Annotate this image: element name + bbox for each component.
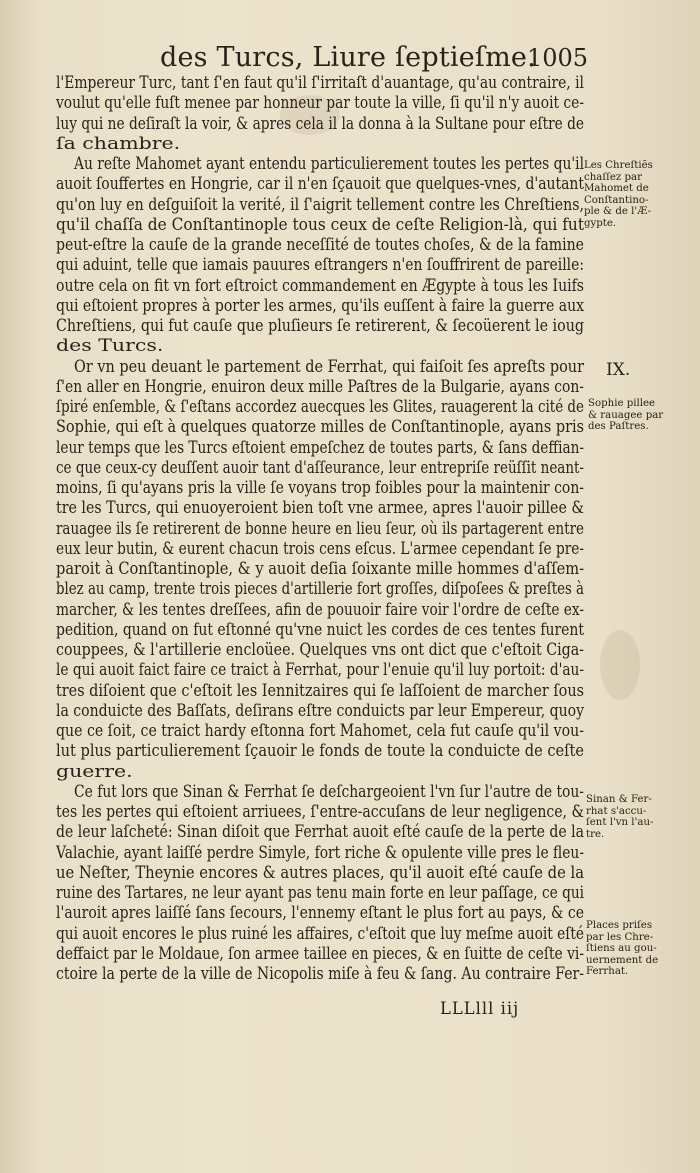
margin-note [586, 794, 678, 840]
text-line: blez au camp, trente trois pieces d'artillerie fort groſſes, diſpoſees & preſtes à [56, 579, 584, 599]
margin-note-line: ſtiens au gou- [586, 943, 657, 954]
page-number: 1005 [527, 44, 589, 72]
text-line: rauagee ils ſe retirerent de bonne heure en lieu ſeur, où ils partagerent entre [56, 518, 584, 538]
paragraph [56, 357, 584, 782]
text-line: Valachie, ayant laiſſé perdre Simyle, fort riche & opulente ville pres le fleu- [56, 842, 584, 862]
text-line: ſ'en aller en Hongrie, enuiron deux mille Paſtres de la Bulgarie, ayans con- [56, 376, 584, 396]
text-line: ctoire la perte de la ville de Nicopolis miſe à feu & ſang. Au contraire Fer- [56, 964, 584, 983]
text-line: leur temps que les Turcs eſtoient empeſchez de toutes parts, & ſans deffian- [56, 437, 584, 457]
margin-note-line: rhat s'accu- [586, 805, 647, 817]
paragraph [56, 782, 584, 985]
text-line: tes les pertes qui eſtoient arriuees, ſ'entre-accuſans de leur negligence, & [56, 802, 584, 821]
text-line: qui aduint, telle que iamais pauures eſtrangers n'en ſouffrirent de pareille: [56, 255, 584, 275]
margin-note [588, 398, 680, 433]
text-line: ſpiré enſemble, & ſ'eſtans accordez auecques les Glites, rauagerent la cité de [56, 397, 584, 416]
margin-note-line: gypte. [584, 217, 617, 229]
margin-note-line: chaſſez par [584, 171, 642, 183]
text-line: qui eſtoient propres à porter les armes, qu'ils euſſent à faire la guerre aux [56, 295, 584, 315]
text-line: ce que ceux-cy deuſſent auoir tant d'aſſeurance, leur entrepriſe reüſſit neant- [56, 457, 584, 477]
text-line: Or vn peu deuant le partement de Ferrhat, qui faiſoit ſes apreſts pour [74, 356, 584, 376]
text-line: qu'on luy en deſguiſoit la verité, il ſ'aigrit tellement contre les Chreſtiens, [56, 194, 584, 214]
margin-note-line: tre. [586, 828, 605, 840]
running-title: des Turcs, Liure ſeptieſme. [160, 42, 536, 73]
margin-note-line: ple & de l'Æ- [584, 206, 652, 217]
margin-note-line: Conſtantino- [584, 194, 649, 206]
margin-note-line: Sinan & Fer- [586, 794, 652, 805]
margin-note-line: uernement de [586, 954, 659, 966]
text-line: que ce ſoit, ce traict hardy eſtonna fort Mahomet, cela fut cauſe qu'il vou- [56, 721, 584, 740]
signature-mark: LLLlll iij [440, 999, 520, 1018]
text-line: deffaict par le Moldaue, ſon armee taillee en pieces, & en ſuitte de ceſte vi- [56, 943, 584, 963]
text-line: la conduicte des Baſſats, deſirans eſtre conduicts par leur Empereur, quoy [56, 700, 584, 720]
text-line: Sophie, qui eſt à quelques quatorze milles de Conſtantinople, ayans pris [56, 417, 584, 437]
text-line: de leur laſcheté: Sinan diſoit que Ferrhat auoit eſté cauſe de la perte de la [56, 822, 584, 842]
text-line: Ce fut lors que Sinan & Ferrhat ſe deſchargeoient l'vn ſur l'autre de tou- [74, 781, 584, 801]
text-line: le qui auoit faict faire ce traict à Ferrhat, pour l'enuie qu'il luy portoit: d'au- [56, 660, 584, 680]
text-line: voulut qu'elle fuſt menee par honneur par toute la ville, ſi qu'il n'y auoit ce- [56, 93, 584, 113]
text-line: moins, ſi qu'ayans pris la ville ſe voyans trop foibles pour la maintenir con- [56, 478, 584, 497]
margin-note-line: des Paſtres. [588, 421, 649, 432]
text-line: pedition, quand on fut eſtonné qu'vne nuict les cordes de ces tentes furent [56, 619, 584, 639]
text-line: qui auoit encores le plus ruiné les affaires, c'eſtoit que luy meſme auoit eſté [56, 923, 584, 943]
paragraph [56, 154, 584, 357]
text-line: couppees, & l'artillerie encloüee. Quelques vns ont dict que c'eſtoit Ciga- [56, 640, 584, 659]
text-line: paroit à Conſtantinople, & y auoit deſia ſoixante mille hommes d'aſſem- [56, 559, 584, 578]
margin-note-line: Ferrhat. [586, 966, 629, 977]
text-line: eux leur butin, & eurent chacun trois cens eſcus. L'armee cependant ſe pre- [56, 538, 584, 558]
margin-note-line: Places priſes [586, 920, 653, 931]
paper-stain [600, 630, 640, 700]
margin-note-line: Mahomet de [584, 183, 649, 194]
margin-note-line: & rauagee par [588, 409, 664, 421]
margin-note-line: ſent l'vn l'au- [586, 817, 654, 828]
text-line: tres diſoient que c'eſtoit les Iennitzaires qui ſe laſſoient de marcher ſous [56, 680, 584, 700]
text-line: Au reſte Mahomet ayant entendu particulierement toutes les pertes qu'il [74, 154, 584, 173]
margin-note-line: Sophie pillee [588, 398, 656, 409]
text-line: auoit ſouffertes en Hongrie, car il n'en ſçauoit que quelques-vnes, d'autant [56, 174, 584, 194]
text-line: ue Neſter, Theynie encores & autres places, qu'il auoit eſté cauſe de la [56, 862, 584, 882]
page-header [0, 42, 700, 76]
text-line: Chreſtiens, qui fut cauſe que pluſieurs ſe retirerent, & ſecoüerent le ioug [56, 316, 584, 335]
text-line: qu'il chaſſa de Conſtantinople tous ceux de ceſte Religion-là, qui fut [56, 214, 584, 234]
text-line: ſa chambre. [56, 133, 181, 153]
margin-note-line: par les Chre- [586, 931, 654, 943]
text-line: l'Empereur Turc, tant ſ'en faut qu'il ſ'irritaſt d'auantage, qu'au contraire, il [56, 73, 584, 92]
section-number: IX. [606, 360, 631, 380]
text-line: peut-eſtre la cauſe de la grande neceſſité de toutes choſes, & de la famine [56, 235, 584, 254]
text-line: marcher, & les tentes dreſſees, afin de pouuoir faire voir l'ordre de ceſte ex- [56, 599, 584, 619]
margin-note-line: Les Chreſtiẽs [584, 160, 653, 171]
text-line: lut plus particulierement ſçauoir le fonds de toute la conduicte de ceſte [56, 741, 584, 761]
text-line: luy qui ne deſiraſt la voir, & apres cela il la donna à la Sultane pour eſtre de [56, 113, 584, 133]
margin-note [584, 160, 676, 229]
text-line: tre les Turcs, qui enuoyeroient bien toſt vne armee, apres l'auoir pillee & [56, 498, 584, 518]
text-line: outre cela on fit vn fort eſtroict commandement en Ægypte à tous les Iuifs [56, 275, 584, 295]
main-text [56, 73, 584, 984]
text-line: ruine des Tartares, ne leur ayant pas tenu main forte en leur paſſage, ce qui [56, 883, 584, 902]
margin-note [586, 920, 678, 978]
text-line: l'auroit apres laiſſé ſans ſecours, l'ennemy eſtant le plus fort au pays, & ce [56, 903, 584, 923]
text-line: guerre. [56, 761, 133, 781]
paragraph [56, 73, 584, 154]
text-line: des Turcs. [56, 336, 164, 356]
